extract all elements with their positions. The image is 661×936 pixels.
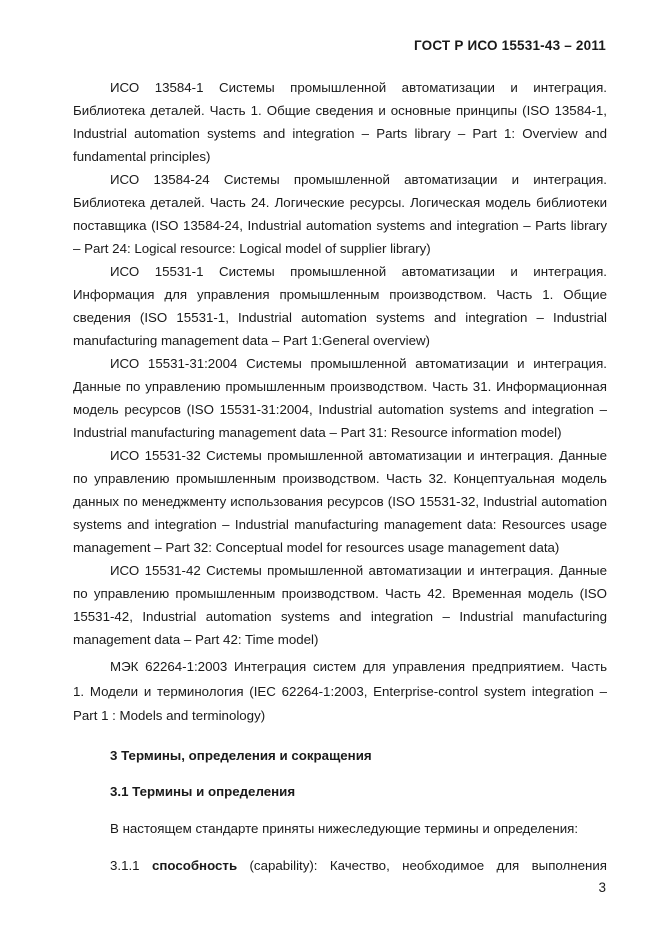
ref-2-line-4: – Part 24: Logical resource: Logical model of supplier library) (73, 241, 431, 256)
ref-2-line-1: ИСО 13584-24 Системы промышленной автоматизации и интеграция. (110, 172, 607, 187)
ref-7-line-1: МЭК 62264-1:2003 Интеграция систем для управления предприятием. Часть (110, 659, 607, 674)
terms-intro: В настоящем стандарте приняты нижеследующие термины и определения: (110, 821, 579, 836)
ref-5-line-5: management – Part 32: Conceptual model for resources usage management data) (73, 540, 560, 555)
ref-2-line-3: поставщика (ISO 13584-24, Industrial automation systems and integration – Parts library (73, 218, 607, 233)
ref-1-line-4: fundamental principles) (73, 149, 211, 164)
ref-3-line-3: сведения (ISO 15531-1, Industrial automation systems and integration – Industrial (73, 310, 607, 325)
section-3-1-heading: 3.1 Термины и определения (110, 784, 296, 799)
term-definition: (capability): Качество, необходимое для выполнения (249, 858, 607, 873)
ref-7-line-2: 1. Модели и терминология (IEC 62264-1:2003, Enterprise-control system integration – (73, 684, 607, 699)
ref-1-line-3: Industrial automation systems and integration – Parts library – Part 1: Overview and (73, 126, 607, 141)
ref-1-line-1: ИСО 13584-1 Системы промышленной автоматизации и интеграция. (110, 80, 607, 95)
ref-5-line-1: ИСО 15531-32 Системы промышленной автоматизации и интеграция. Данные (110, 448, 607, 463)
document-header: ГОСТ Р ИСО 15531-43 – 2011 (413, 38, 606, 53)
ref-5-line-2: по управлению промышленным производством. Часть 32. Концептуальная модель (73, 471, 607, 486)
ref-6-line-2: по управлению промышленным производством. Часть 42. Временная модель (ISO (73, 586, 607, 601)
ref-4-line-3: модель ресурсов (ISO 15531-31:2004, Industrial automation systems and integration – (73, 402, 607, 417)
term-3-1-1 (110, 858, 607, 874)
ref-4-line-2: Данные по управлению промышленным производством. Часть 31. Информационная (73, 379, 607, 394)
ref-5-line-3: данных по менеджменту использования ресурсов (ISO 15531-32, Industrial automation (73, 494, 607, 509)
ref-4-line-1: ИСО 15531-31:2004 Системы промышленной автоматизации и интеграция. (110, 356, 607, 371)
ref-6-line-3: 15531-42, Industrial automation systems and integration – Industrial manufacturing (73, 609, 607, 624)
ref-7-line-3: Part 1 : Models and terminology) (73, 708, 266, 723)
ref-6-line-1: ИСО 15531-42 Системы промышленной автоматизации и интеграция. Данные (110, 563, 607, 578)
ref-4-line-4: Industrial manufacturing management data – Part 31: Resource information model) (73, 425, 562, 440)
ref-2-line-2: Библиотека деталей. Часть 24. Логические ресурсы. Логическая модель библиотеки (73, 195, 607, 210)
ref-1-line-2: Библиотека деталей. Часть 1. Общие сведения и основные принципы (ISO 13584-1, (73, 103, 607, 118)
ref-3-line-4: manufacturing management data – Part 1:General overview) (73, 333, 430, 348)
ref-3-line-1: ИСО 15531-1 Системы промышленной автоматизации и интеграция. (110, 264, 607, 279)
term-number: 3.1.1 (110, 858, 140, 873)
section-3-heading: 3 Термины, определения и сокращения (110, 748, 372, 763)
ref-3-line-2: Информация для управления промышленным производством. Часть 1. Общие (73, 287, 607, 302)
term-name: способность (151, 858, 238, 873)
ref-6-line-4: management data – Part 42: Time model) (73, 632, 319, 647)
page-number: 3 (598, 880, 606, 895)
ref-5-line-4: systems and integration – Industrial manufacturing management data: Resources usage (73, 517, 607, 532)
